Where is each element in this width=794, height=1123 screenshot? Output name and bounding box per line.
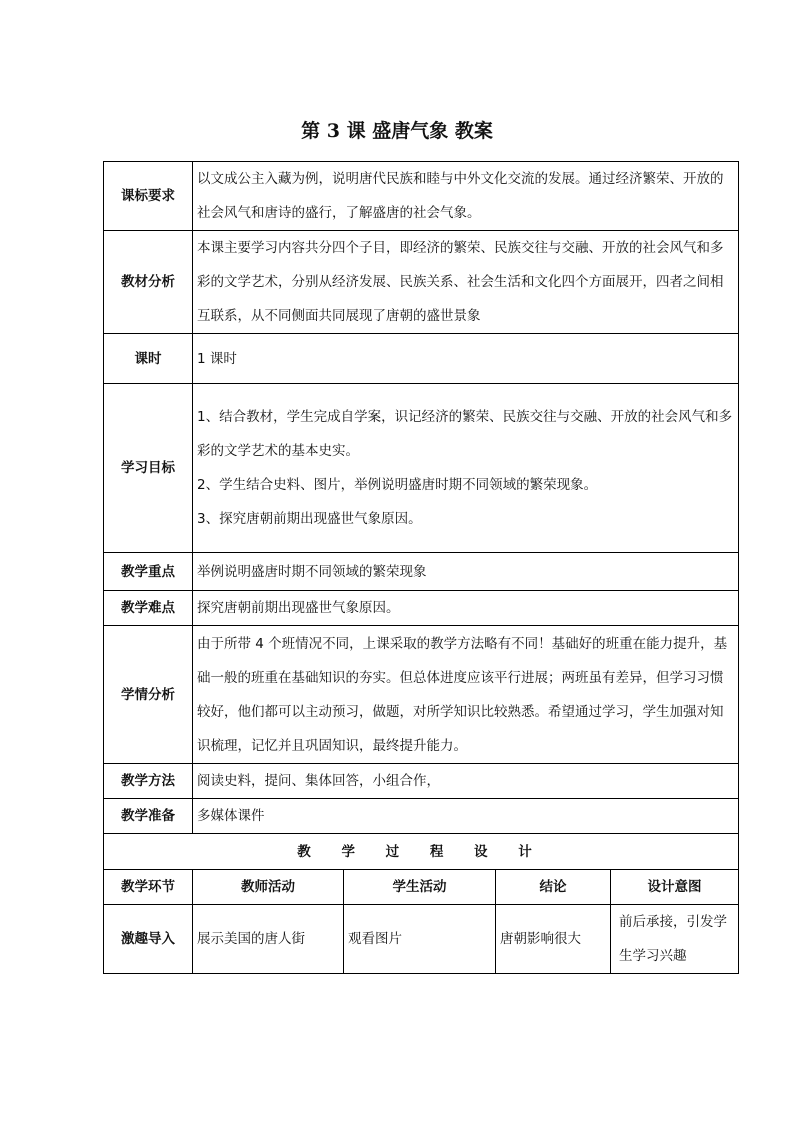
difficulty-row [104,591,739,626]
column-header: 学生活动 [344,870,496,905]
prep-label: 教学准备 [104,799,193,834]
analysis-text: 本课主要学习内容共分四个子目，即经济的繁荣、民族交往与交融、开放的社会风气和多彩的文学艺术，分别从经济发展、民族关系、社会生活和文化四个方面展开，四者之间相互联系，从不同侧面共同展现了唐朝的盛世景象 [193,231,739,334]
stage-cell: 激趣导入 [104,905,193,974]
goals-row [104,384,739,553]
difficulty-text: 探究唐朝前期出现盛世气象原因。 [193,591,739,626]
column-header: 教学环节 [104,870,193,905]
method-label: 教学方法 [104,764,193,799]
goal-item: 1、结合教材，学生完成自学案，识记经济的繁荣、民族交往与交融、开放的社会风气和多彩的文学艺术的基本史实。 [197,409,733,459]
lesson-plan-table [103,161,739,974]
situation-label: 学情分析 [104,626,193,764]
column-header: 教师活动 [193,870,344,905]
page-title: 第 3 课 盛唐气象 教案 [301,120,493,142]
standard-text: 以文成公主入藏为例，说明唐代民族和睦与中外文化交流的发展。通过经济繁荣、开放的社会风气和唐诗的盛行，了解盛唐的社会气象。 [193,162,739,231]
prep-row [104,799,739,834]
process-heading: 教 学 过 程 设 计 [104,834,739,870]
key-point-row [104,553,739,591]
goals-list [193,384,739,553]
goal-item: 2、学生结合史料、图片，举例说明盛唐时期不同领域的繁荣现象。 [197,477,598,493]
method-row [104,764,739,799]
standard-label: 课标要求 [104,162,193,231]
prep-text: 多媒体课件 [193,799,739,834]
design-intent-cell: 前后承接，引发学生学习兴趣 [611,905,739,974]
column-header: 设计意图 [611,870,739,905]
analysis-row [104,231,739,334]
goal-item: 3、探究唐朝前期出现盛世气象原因。 [197,511,422,527]
table-row [104,905,739,974]
key-point-text: 举例说明盛唐时期不同领域的繁荣现象 [193,553,739,591]
goals-label: 学习目标 [104,384,193,553]
hours-text: 1 课时 [193,334,739,384]
column-header: 结论 [496,870,611,905]
process-header-row [104,870,739,905]
hours-label: 课时 [104,334,193,384]
teacher-activity-cell: 展示美国的唐人街 [193,905,344,974]
analysis-label: 教材分析 [104,231,193,334]
situation-text: 由于所带 4 个班情况不同，上课采取的教学方法略有不同！基础好的班重在能力提升，基础一般的班重在基础知识的夯实。但总体进度应该平行进展；两班虽有差异，但学习习惯较好，他们都可以主动预习，做题，对所学知识比较熟悉。希望通过学习，学生加强对知识梳理，记忆并且巩固知识，最终提升能力。 [193,626,739,764]
hours-row [104,334,739,384]
difficulty-label: 教学难点 [104,591,193,626]
process-heading-row [104,834,739,870]
conclusion-cell: 唐朝影响很大 [496,905,611,974]
situation-row [104,626,739,764]
key-point-label: 教学重点 [104,553,193,591]
student-activity-cell: 观看图片 [344,905,496,974]
standard-row [104,162,739,231]
method-text: 阅读史料，提问、集体回答，小组合作， [193,764,739,799]
